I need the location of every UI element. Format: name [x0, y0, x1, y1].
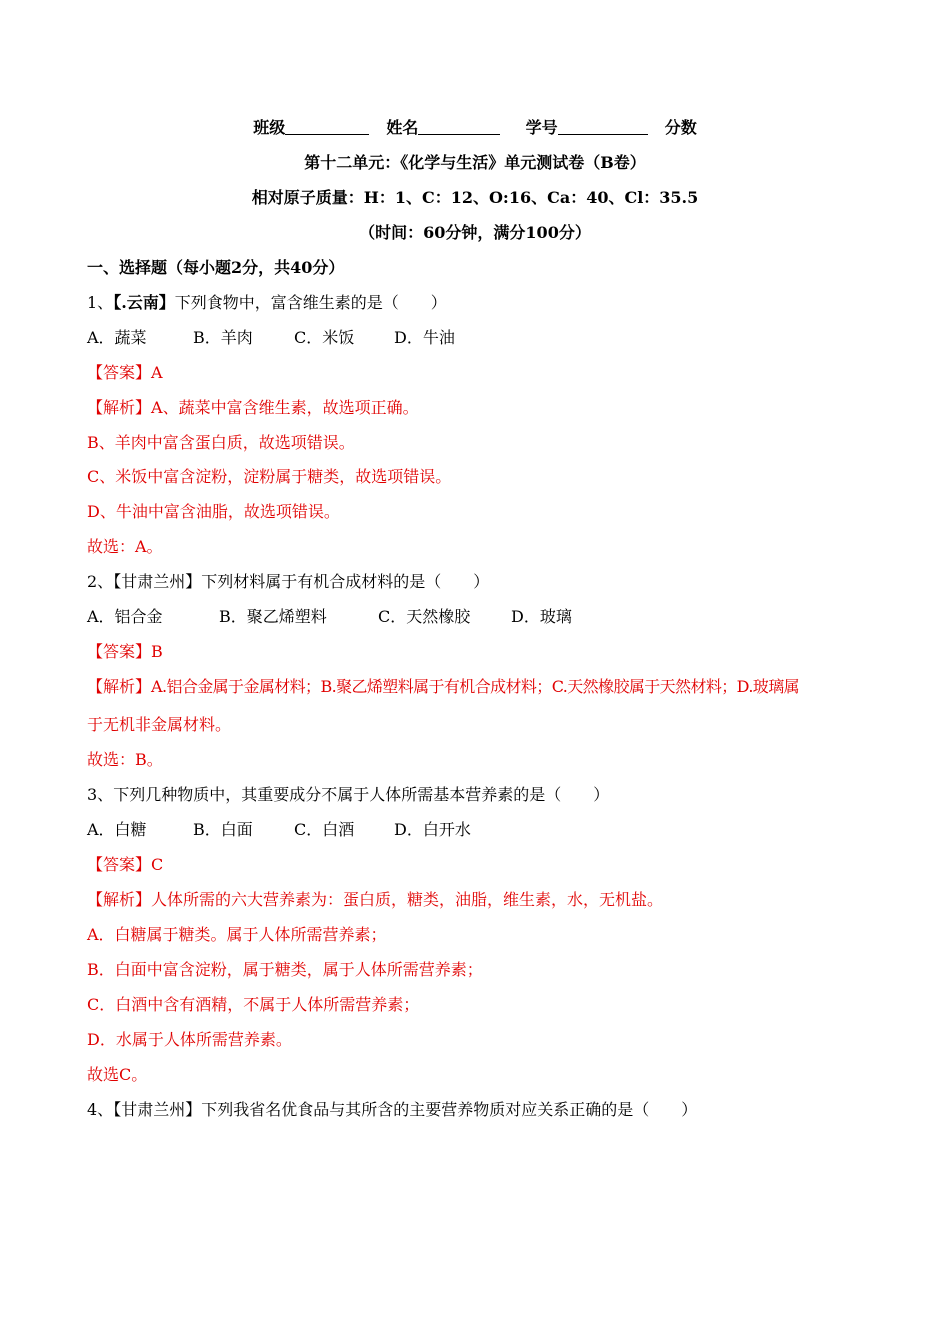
q2-source: 【甘肃兰州】: [113, 572, 202, 591]
q3-analysis-line-1: [87, 890, 887, 910]
q3-answer: [87, 855, 887, 875]
q3-analysis-text-1: 人体所需的六大营养素为：蛋白质，糖类，油脂，维生素，水，无机盐。: [151, 890, 664, 909]
q1-option-a: A．蔬菜: [87, 328, 147, 347]
q4-number: 4、: [87, 1100, 114, 1119]
section-title: 一、选择题（每小题2分，共40分）: [87, 258, 345, 277]
q2-analysis-line-1: [87, 677, 887, 697]
class-blank: [285, 118, 369, 135]
q1-number: 1、: [87, 293, 114, 312]
student-info-line: [0, 118, 950, 138]
q2-option-d: D．玻璃: [511, 607, 572, 626]
q1-answer: [87, 363, 887, 383]
score-label: 分数: [664, 118, 697, 137]
q1-answer-tag: 【答案】: [87, 363, 152, 382]
class-label: 班级: [253, 118, 286, 137]
test-title: 第十二单元：《化学与生活》单元测试卷（B卷）: [304, 153, 646, 172]
q2-analysis-text-1: A.铝合金属于金属材料；B.聚乙烯塑料属于有机合成材料；C.天然橡胶属于天然材料；D.玻璃属: [151, 677, 800, 696]
q1-source: 【.云南】: [113, 293, 175, 312]
question-2-options: [87, 607, 887, 627]
question-3-options: [87, 820, 887, 840]
q1-conclusion: 故选：A。: [87, 537, 163, 556]
name-blank: [418, 118, 500, 135]
q2-option-a: A．铝合金: [87, 607, 163, 626]
question-3-stem: [87, 785, 887, 805]
q3-analysis-line-3: B．白面中富含淀粉，属于糖类，属于人体所需营养素；: [87, 960, 483, 979]
name-label: 姓名: [386, 118, 419, 137]
q3-option-b: B．白面: [193, 820, 253, 839]
q1-option-d: D．牛油: [394, 328, 455, 347]
q3-analysis-line-4: C．白酒中含有酒精，不属于人体所需营养素；: [87, 995, 420, 1014]
q3-analysis-line-2: A．白糖属于糖类。属于人体所需营养素；: [87, 925, 387, 944]
q1-option-c: C．米饭: [294, 328, 355, 347]
q2-number: 2、: [87, 572, 114, 591]
q3-option-a: A．白糖: [87, 820, 147, 839]
time-info-line: （时间：60分钟，满分100分）: [359, 223, 591, 242]
question-1-options: [87, 328, 887, 348]
q1-analysis-line-4: D、牛油中富含油脂，故选项错误。: [87, 502, 340, 521]
question-2-stem: [87, 572, 887, 592]
q3-answer-value: C: [151, 855, 164, 874]
q3-analysis-line-5: D．水属于人体所需营养素。: [87, 1030, 292, 1049]
q3-analysis-tag: 【解析】: [87, 890, 152, 909]
q1-analysis-tag: 【解析】: [87, 398, 152, 417]
q3-conclusion: 故选C。: [87, 1065, 148, 1084]
q3-answer-tag: 【答案】: [87, 855, 152, 874]
q2-conclusion: 故选：B。: [87, 750, 163, 769]
id-blank: [558, 118, 648, 135]
question-1-stem: [87, 293, 887, 313]
q1-analysis-line-2: B、羊肉中富含蛋白质，故选项错误。: [87, 433, 355, 452]
q2-analysis-tag: 【解析】: [87, 677, 152, 696]
id-label: 学号: [525, 118, 558, 137]
q2-text: 下列材料属于有机合成材料的是（ ）: [201, 572, 490, 591]
q1-analysis-line-1: [87, 398, 887, 418]
q3-number: 3、: [87, 785, 114, 804]
q2-option-c: C．天然橡胶: [378, 607, 471, 626]
atomic-mass-line: 相对原子质量：H：1、C：12、O:16、Ca：40、Cl：35.5: [251, 188, 699, 207]
q3-option-c: C．白酒: [294, 820, 355, 839]
question-4-stem: [87, 1100, 887, 1120]
q1-text: 下列食物中，富含维生素的是（ ）: [174, 293, 447, 312]
q2-answer-tag: 【答案】: [87, 642, 152, 661]
q2-answer: [87, 642, 887, 662]
q3-text: 下列几种物质中，其重要成分不属于人体所需基本营养素的是（ ）: [113, 785, 610, 804]
q2-analysis-line-2: 于无机非金属材料。: [87, 715, 232, 734]
q2-option-b: B．聚乙烯塑料: [219, 607, 327, 626]
q3-option-d: D．白开水: [394, 820, 471, 839]
q4-text: 下列我省名优食品与其所含的主要营养物质对应关系正确的是（ ）: [201, 1100, 698, 1119]
q4-source: 【甘肃兰州】: [113, 1100, 202, 1119]
q1-answer-value: A: [151, 363, 163, 382]
q2-answer-value: B: [151, 642, 163, 661]
q1-analysis-text-1: A、蔬菜中富含维生素，故选项正确。: [151, 398, 419, 417]
q1-option-b: B．羊肉: [193, 328, 253, 347]
q1-analysis-line-3: C、米饭中富含淀粉，淀粉属于糖类，故选项错误。: [87, 467, 452, 486]
